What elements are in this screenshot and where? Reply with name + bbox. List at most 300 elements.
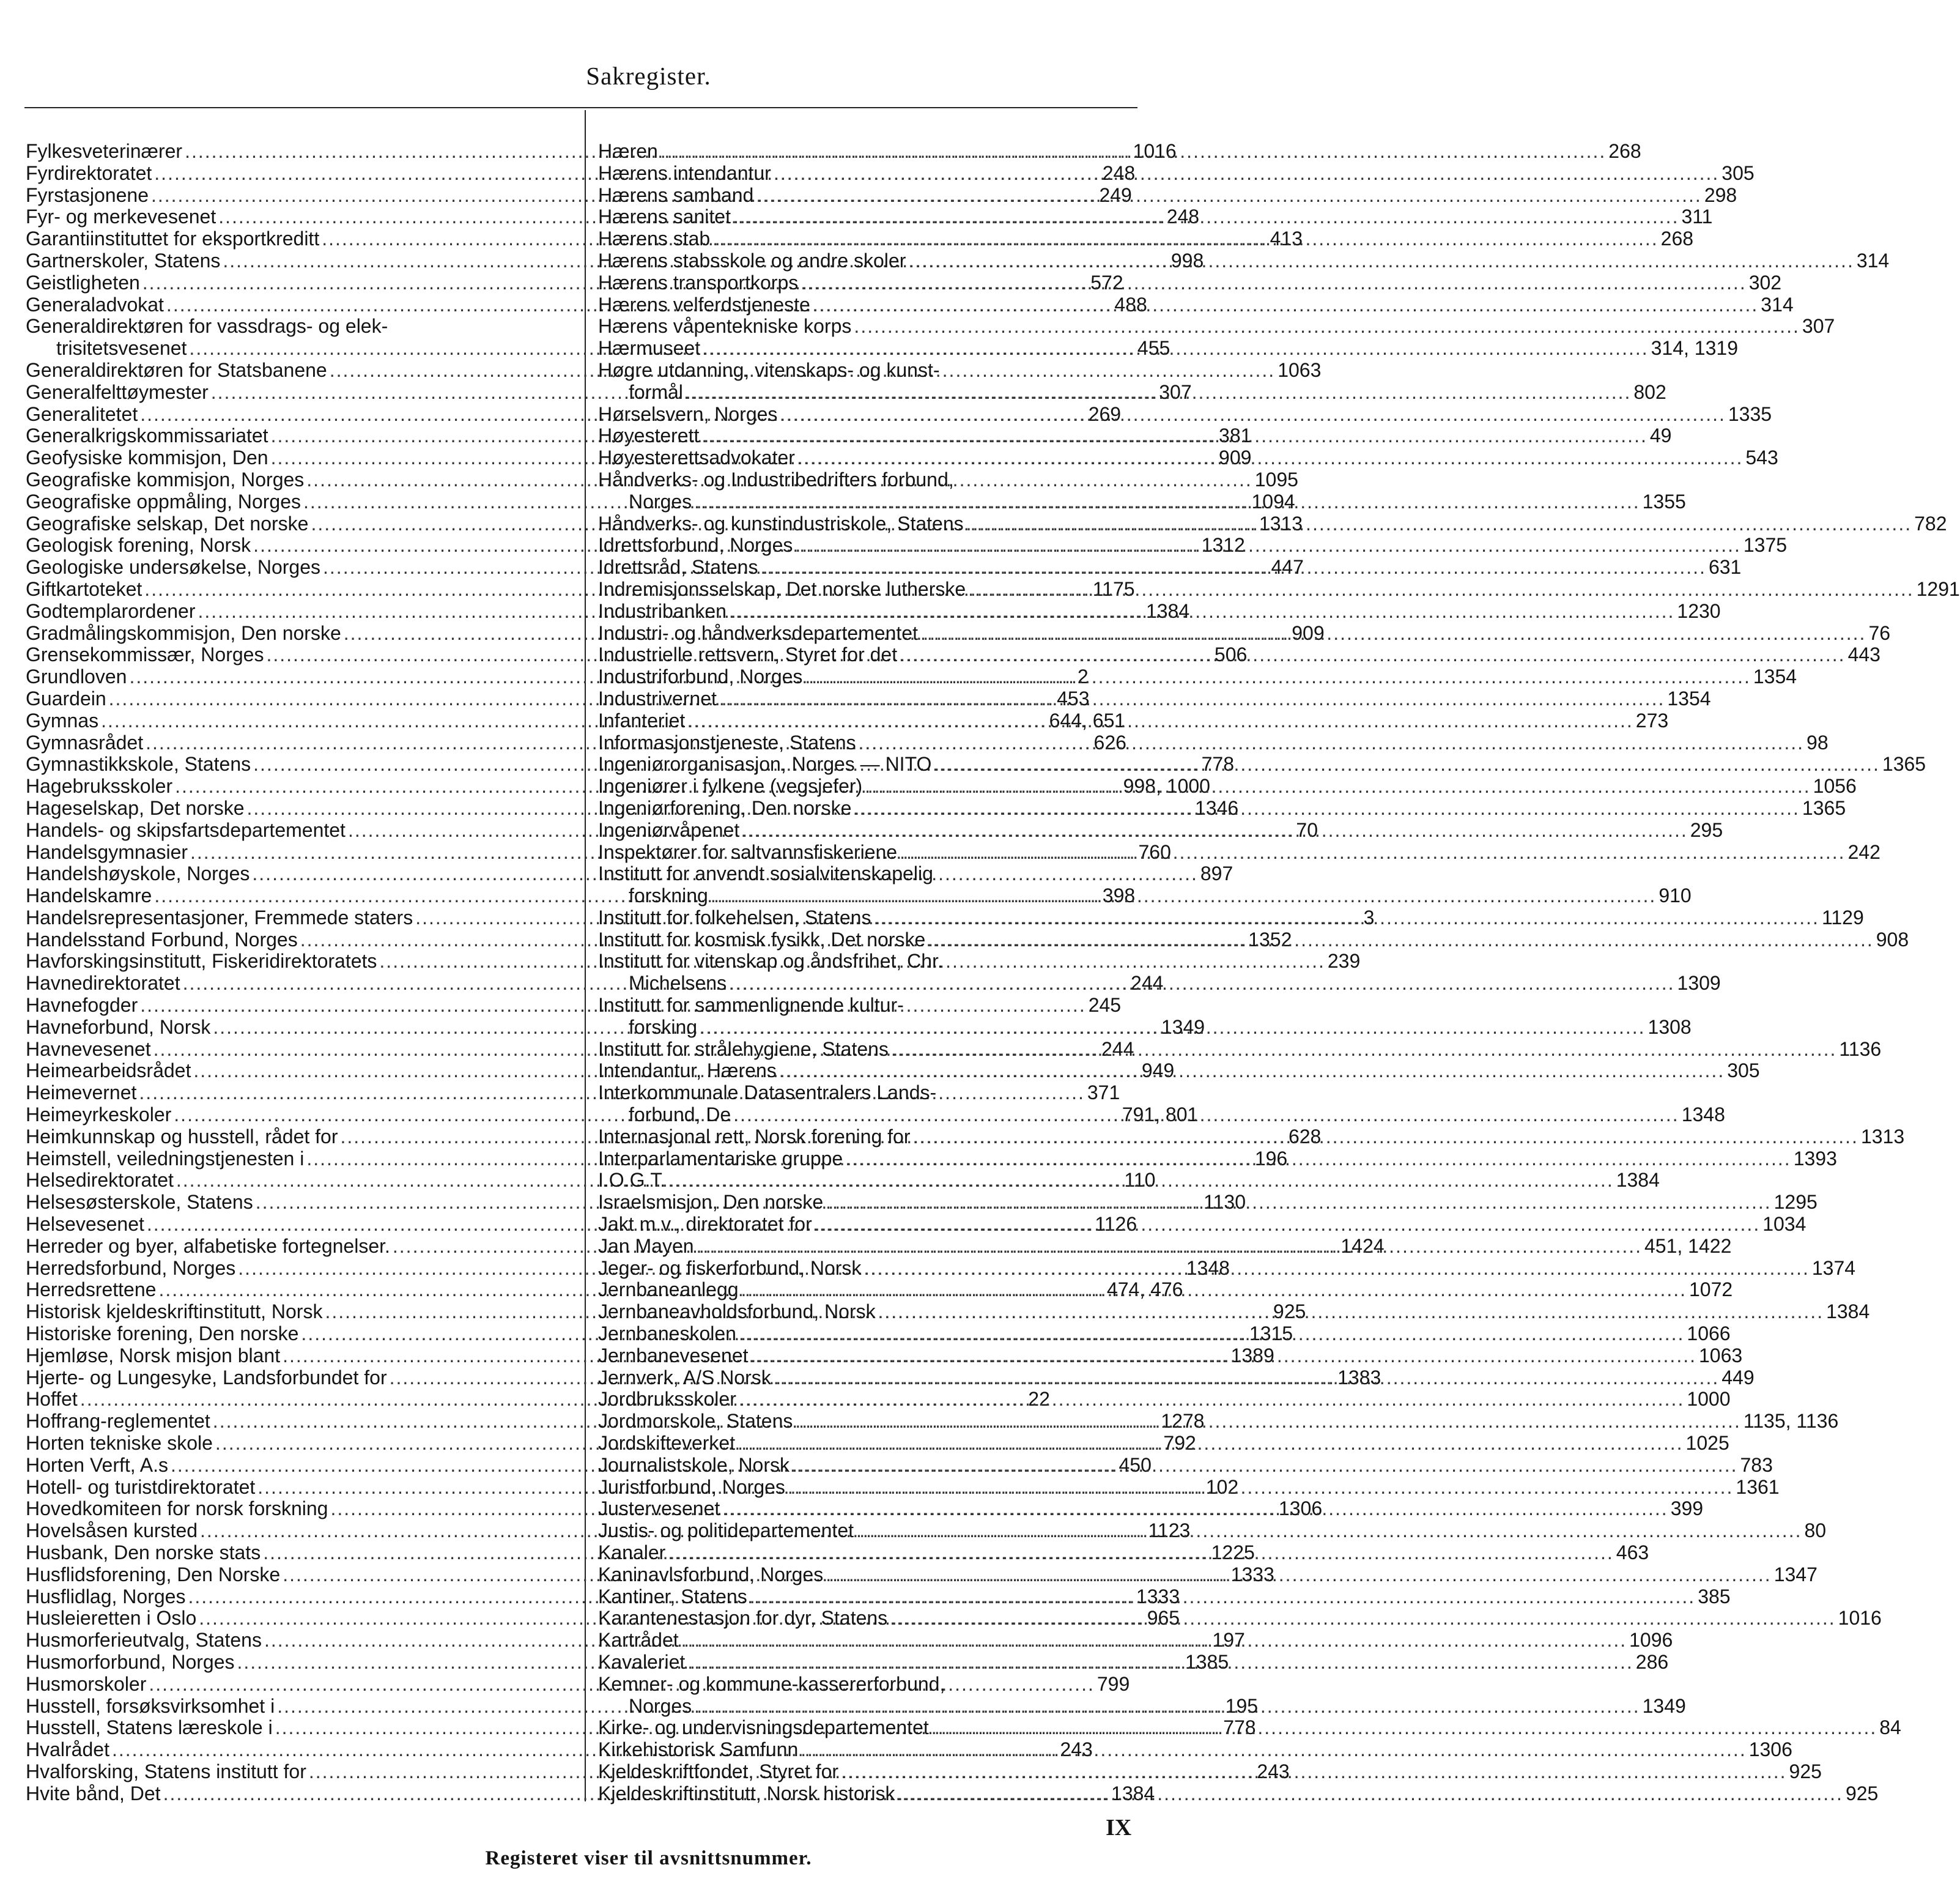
entry-reference: 925 <box>1845 1782 1879 1804</box>
entry-name: Kartrådet <box>598 1629 679 1652</box>
leader-dots <box>753 185 1704 207</box>
entry-reference: 1034 <box>1762 1213 1807 1236</box>
entry-reference: 70 <box>1296 818 1318 841</box>
entry-name: Gartnerskoler, Statens <box>26 249 221 272</box>
entry-name: Heimearbeidsrådet <box>26 1059 191 1082</box>
entry-name: Husstell, Statens læreskole i <box>26 1716 273 1739</box>
leader-dots <box>843 1148 1793 1170</box>
entry-reference: 1126 <box>1095 1213 1137 1236</box>
entry-reference: 1278 <box>1161 1410 1205 1433</box>
entry-name: Kirke- og undervisningsdepartementet <box>598 1716 929 1739</box>
leader-dots <box>758 557 1708 579</box>
footnote: Registeret viser til avsnittsnummer. <box>485 1847 812 1869</box>
entry-name: Interkommunale Datasentralers Lands- <box>598 1081 937 1104</box>
entry-name: Idrettsforbund, Norges <box>598 534 793 557</box>
entry-name: Håndverks- og Industribedrifters forbund, <box>598 468 954 491</box>
entry-reference: 413 <box>1270 228 1303 250</box>
leader-dots <box>727 973 1677 995</box>
leader-dots <box>692 491 1642 513</box>
entry-name: Hørselsvern, Norges <box>598 402 778 425</box>
entry-name: Handelsrepresentasjoner, Fremmede staters <box>26 906 413 929</box>
entry-name: Jeger- og fiskerforbund, Norsk <box>598 1256 862 1279</box>
entry-reference: 1136 <box>1839 1037 1882 1060</box>
leader-dots <box>798 1739 1748 1761</box>
entry-name: Juristforbund, Norges <box>598 1475 785 1498</box>
entry-reference: 572 <box>1090 271 1123 294</box>
entry-reference: 1063 <box>1698 1344 1743 1367</box>
entry-name: Generaldirektøren for vassdrags- og elek- <box>26 315 388 338</box>
entry-reference: 80 <box>1804 1519 1827 1542</box>
entry-reference: 778 <box>1201 753 1234 776</box>
entry-name: Kavaleriet <box>598 1650 686 1673</box>
leader-dots <box>700 338 1651 360</box>
entry-reference: 1312 <box>1201 534 1245 557</box>
entry-name: Ingeniørforening, Den norske <box>598 796 852 819</box>
leader-dots <box>966 579 1916 601</box>
entry-reference: 1384 <box>1111 1782 1155 1804</box>
entry-reference: 1291 <box>1916 577 1960 600</box>
index-entry <box>598 1037 1882 1061</box>
entry-reference: 450 <box>1119 1453 1152 1476</box>
leader-dots <box>727 601 1677 623</box>
entry-name: Hærens våpentekniske korps <box>598 315 852 338</box>
leader-dots <box>685 1652 1635 1674</box>
entry-name: Geologisk forening, Norsk <box>26 534 251 557</box>
entry-reference: 248 <box>1166 206 1200 228</box>
entry-name: Havforskingsinstitutt, Fiskeridirektoratets <box>26 950 377 973</box>
leader-dots <box>710 228 1660 250</box>
leader-dots <box>777 404 1728 426</box>
entry-name: Handelskamre <box>26 884 152 907</box>
entry-name: Fyr- og merkevesenet <box>26 206 216 228</box>
entry-name: Hovelsåsen kursted <box>26 1519 198 1542</box>
entry-name: Jernbanevesenet <box>598 1344 749 1367</box>
entry-name: Handelsstand Forbund, Norges <box>26 928 298 951</box>
entry-reference: 453 <box>1057 687 1090 710</box>
entry-reference: 631 <box>1708 556 1742 579</box>
leader-dots <box>749 1345 1699 1367</box>
entry-reference: 451, 1422 <box>1644 1234 1732 1257</box>
leader-dots <box>812 1214 1762 1236</box>
entry-reference: 782 <box>1914 512 1947 535</box>
index-entry <box>598 1738 1792 1761</box>
entry-reference: 1346 <box>1194 796 1239 819</box>
entry-reference: 49 <box>1649 425 1672 447</box>
entry-name: Kjeldeskriftfondet, Styret for <box>598 1760 839 1782</box>
entry-name: Jernbaneavholdsforbund, Norsk <box>598 1300 876 1323</box>
entry-reference: 925 <box>1789 1760 1822 1782</box>
leader-dots <box>793 1411 1743 1433</box>
entry-name: Hvite bånd, Det <box>26 1782 161 1804</box>
entry-name: Husmorskoler <box>26 1672 147 1695</box>
entry-reference: 1313 <box>1860 1125 1905 1148</box>
entry-reference: 1384 <box>1826 1300 1870 1323</box>
leader-dots <box>699 425 1649 447</box>
entry-reference: 1333 <box>1136 1585 1180 1608</box>
entry-name: Heimeyrkeskoler <box>26 1103 172 1126</box>
entry-reference: 1349 <box>1642 1694 1686 1717</box>
entry-reference: 22 <box>1028 1388 1050 1411</box>
entry-reference: 1389 <box>1230 1344 1274 1367</box>
entry-reference: 1000 <box>1687 1388 1731 1411</box>
entry-name: Grensekommissær, Norges <box>26 643 264 666</box>
entry-name: Hæren <box>598 140 658 162</box>
entry-reference: 447 <box>1271 556 1304 579</box>
entry-name: Hovedkomiteen for norsk forskning <box>26 1497 328 1520</box>
entry-name: Institutt for kosmisk fysikk, Det norske <box>598 928 926 951</box>
leader-dots <box>665 1542 1616 1564</box>
entry-name: Hotell- og turistdirektoratet <box>26 1475 256 1498</box>
entry-reference: 1072 <box>1689 1278 1733 1301</box>
entry-name: Idrettsråd, Statens <box>598 556 758 579</box>
entry-reference: 244 <box>1101 1037 1134 1060</box>
entry-reference: 897 <box>1200 862 1233 885</box>
entry-name: Historisk kjeldeskriftinstitutt, Norsk <box>26 1300 323 1323</box>
entry-reference: 305 <box>1721 161 1755 184</box>
entry-reference: 925 <box>1273 1300 1306 1323</box>
entry-reference: 1135, 1136 <box>1743 1410 1839 1433</box>
entry-name: Guardein <box>26 687 106 710</box>
entry-name: Hoffrang-reglementet <box>26 1410 210 1433</box>
entry-reference: 791, 801 <box>1122 1103 1199 1126</box>
entry-name: Kirkehistorisk Samfunn <box>598 1738 799 1761</box>
entry-reference: 908 <box>1876 928 1909 951</box>
entry-name: Hærens velferdstjeneste <box>598 293 810 316</box>
entry-name: Institutt for anvendt sosialvitenskapelig <box>598 862 933 885</box>
entry-reference: 307 <box>1802 315 1835 338</box>
entry-name: Industri- og håndverksdepartementet <box>598 621 918 644</box>
entry-line <box>598 1738 1792 1761</box>
entry-name: Husmorforbund, Norges <box>26 1650 235 1673</box>
entry-reference: 1123 <box>1148 1519 1191 1542</box>
entry-reference: 2 <box>1077 666 1089 688</box>
entry-name: Intendantur, Hærens <box>598 1059 777 1082</box>
index-entry <box>598 1453 1773 1477</box>
leader-dots <box>785 1477 1736 1499</box>
entry-name: Kjeldeskriftinstitutt, Norsk historisk <box>598 1782 895 1804</box>
entry-reference: 1374 <box>1811 1256 1856 1279</box>
entry-reference: 98 <box>1807 731 1829 754</box>
entry-line <box>598 271 1782 294</box>
entry-name: Gymnas <box>26 709 99 732</box>
entry-line <box>26 490 1295 513</box>
entry-reference: 463 <box>1616 1541 1649 1563</box>
leader-dots <box>793 535 1743 557</box>
entry-reference: 295 <box>1690 818 1723 841</box>
entry-name: Industrielle rettsvern, Styret for det <box>598 643 898 666</box>
entry-reference: 455 <box>1137 337 1170 360</box>
leader-dots <box>897 842 1847 864</box>
entry-reference: 311 <box>1681 206 1713 228</box>
index-entry <box>598 293 1794 316</box>
entry-reference: 1096 <box>1629 1629 1673 1652</box>
entry-name: Institutt for sammenlignende kultur- <box>598 994 904 1017</box>
leader-dots <box>876 1301 1826 1323</box>
leader-dots <box>918 623 1868 645</box>
entry-name: Grundloven <box>26 666 127 688</box>
entry-reference: 298 <box>1704 184 1737 206</box>
index-entry <box>598 271 1782 294</box>
entry-name: Husmorferieutvalg, Statens <box>26 1629 262 1652</box>
entry-reference: 778 <box>1223 1716 1256 1739</box>
index-entry <box>598 161 1755 185</box>
entry-reference: 1313 <box>1259 512 1303 535</box>
entry-name: Jernbaneanlegg <box>598 1278 739 1301</box>
entry-reference: 399 <box>1670 1497 1704 1520</box>
entry-name: Herredsrettene <box>26 1278 157 1301</box>
entry-reference: 314, 1319 <box>1651 337 1738 360</box>
index-entry <box>598 1388 1731 1411</box>
leader-dots <box>736 1389 1687 1411</box>
entry-reference: 314 <box>1761 293 1794 316</box>
entry-reference: 268 <box>1660 228 1694 250</box>
entry-name: Inspektører for saltvannsfiskeriene <box>598 840 898 863</box>
entry-reference: 243 <box>1257 1760 1290 1782</box>
entry-reference: 1384 <box>1616 1169 1660 1192</box>
leader-dots <box>777 1060 1727 1082</box>
entry-reference: 910 <box>1659 884 1692 907</box>
entry-name: Hoffet <box>26 1388 78 1411</box>
entry-name-continued: Michelsens <box>629 972 727 995</box>
entry-reference: 1355 <box>1642 490 1686 513</box>
entry-name: Helsedirektoratet <box>26 1169 174 1192</box>
entry-reference: 1063 <box>1278 358 1322 381</box>
entry-reference: 909 <box>1292 621 1325 644</box>
entry-name: Kemner- og kommune-kassererforbund, <box>598 1672 945 1695</box>
entry-reference: 949 <box>1141 1059 1175 1082</box>
entry-reference: 76 <box>1868 621 1891 644</box>
entry-reference: 1309 <box>1677 972 1721 995</box>
entry-name: Industribanken <box>598 599 727 622</box>
entry-name-continued: trisitetsvesenet <box>56 337 187 360</box>
entry-reference: 273 <box>1635 709 1669 732</box>
leader-dots <box>694 1236 1644 1258</box>
entry-name: Husbank, Den norske stats <box>26 1541 261 1563</box>
entry-name: Hærens intendantur <box>598 161 771 184</box>
entry-reference: 305 <box>1727 1059 1760 1082</box>
leader-dots <box>735 1433 1685 1455</box>
index-entry <box>598 731 1829 754</box>
entry-name: Generalitetet <box>26 402 138 425</box>
leader-dots <box>771 163 1721 185</box>
entry-name: Informasjonstjeneste, Statens <box>598 731 856 754</box>
entry-name: Heimkunnskap og husstell, rådet for <box>26 1125 338 1148</box>
entry-name: Geofysiske kommisjon, Den <box>26 447 268 469</box>
entry-line <box>598 731 1829 754</box>
entry-name: Geografiske selskap, Det norske <box>26 512 309 535</box>
header-rule <box>24 107 1137 108</box>
leader-dots <box>887 1608 1838 1630</box>
entry-name: Husstell, forsøksvirksomhet i <box>26 1694 275 1717</box>
entry-reference: 1393 <box>1793 1147 1837 1170</box>
leader-dots <box>731 1104 1681 1126</box>
entry-name: Fyrdirektoratet <box>26 161 152 184</box>
entry-reference: 248 <box>1102 161 1136 184</box>
entry-reference: 488 <box>1114 293 1147 316</box>
entry-name: Hvalrådet <box>26 1738 109 1761</box>
entry-name: Infanteriet <box>598 709 686 732</box>
leader-dots <box>708 885 1659 907</box>
entry-reference: 381 <box>1219 425 1252 447</box>
entry-reference: 1295 <box>1773 1191 1818 1214</box>
leader-dots <box>747 1586 1698 1608</box>
entry-name-continued: Norges <box>629 1694 692 1717</box>
entry-line <box>598 1388 1731 1411</box>
entry-name: Giftkartoteket <box>26 577 142 600</box>
entry-name-continued: Norges <box>629 490 692 513</box>
page-number: IX <box>1106 1815 1132 1841</box>
leader-dots <box>717 688 1667 710</box>
entry-reference: 243 <box>1060 1738 1093 1761</box>
entry-name: Hærens stabsskole og andre skoler <box>598 249 906 272</box>
entry-name: Israelsmisjon, Den norske <box>598 1191 824 1214</box>
index-entry <box>598 184 1737 207</box>
entry-name: Ingeniørorganisasjon, Norges — NITO <box>598 753 932 776</box>
entry-name: Hjerte- og Lungesyke, Landsforbundet for <box>26 1366 387 1389</box>
entry-reference: 1025 <box>1685 1432 1729 1455</box>
entry-line <box>598 884 1692 907</box>
entry-name: Institutt for strålehygiene, Statens <box>598 1037 889 1060</box>
entry-name: Hageselskap, Det norske <box>26 796 245 819</box>
entry-reference: 443 <box>1847 643 1880 666</box>
entry-reference: 1230 <box>1677 599 1721 622</box>
entry-name: Jernbaneskolen <box>598 1322 736 1345</box>
entry-name: Havneforbund, Norsk <box>26 1015 211 1038</box>
entry-reference: 1094 <box>1251 490 1295 513</box>
entry-name: Kanaler <box>598 1541 666 1563</box>
entry-name: Jordskifteverket <box>598 1432 736 1455</box>
entry-name: Generalfelttøymester <box>26 380 209 403</box>
leader-dots <box>802 666 1753 688</box>
entry-reference: 371 <box>1087 1081 1120 1104</box>
entry-name: Hjemløse, Norsk misjon blant <box>26 1344 281 1367</box>
index-entry <box>26 490 1295 513</box>
entry-reference: 84 <box>1879 1716 1901 1739</box>
entry-reference: 242 <box>1847 840 1880 863</box>
entry-reference: 792 <box>1163 1432 1196 1455</box>
leader-dots <box>810 294 1761 316</box>
leader-dots <box>925 929 1876 951</box>
leader-dots <box>929 1717 1879 1739</box>
entry-reference: 998, 1000 <box>1123 775 1210 798</box>
entry-reference: 245 <box>1088 994 1122 1017</box>
entry-name: Ingeniørvåpenet <box>598 818 740 841</box>
entry-name: Horten Verft, A.s <box>26 1453 168 1476</box>
entry-name: Justervesenet <box>598 1497 720 1520</box>
entry-reference: 1361 <box>1736 1475 1780 1498</box>
entry-name: Geografiske oppmåling, Norges <box>26 490 301 513</box>
leader-dots <box>685 710 1635 732</box>
leader-dots <box>771 1367 1721 1389</box>
entry-name: Herreder og byer, alfabetiske fortegnelser. <box>26 1234 390 1257</box>
entry-line <box>598 577 1960 601</box>
entry-line <box>598 709 1669 732</box>
entry-line <box>598 1213 1807 1236</box>
entry-reference: 1384 <box>1145 599 1190 622</box>
entry-name: Hagebruksskoler <box>26 775 173 798</box>
entry-name: Jordbruksskoler <box>598 1388 736 1411</box>
index-entry <box>598 402 1772 426</box>
entry-reference: 1016 <box>1133 140 1177 162</box>
entry-name: Garantiinstituttet for eksportkreditt <box>26 228 320 250</box>
entry-name: Godtemplarordener <box>26 599 196 622</box>
entry-reference: 314 <box>1856 249 1890 272</box>
entry-reference: 474, 476 <box>1106 1278 1183 1301</box>
entry-reference: 626 <box>1093 731 1126 754</box>
entry-line <box>598 315 1835 338</box>
entry-name: Generaladvokat <box>26 293 164 316</box>
entry-line <box>598 906 1864 929</box>
entry-reference: 1306 <box>1748 1738 1792 1761</box>
leader-dots <box>854 1520 1804 1542</box>
entry-name: Hærens sanitet <box>598 206 731 228</box>
leader-dots <box>823 1564 1773 1586</box>
entry-reference: 909 <box>1219 447 1252 469</box>
leader-dots <box>895 1783 1845 1805</box>
entry-reference: 449 <box>1721 1366 1755 1389</box>
entry-line <box>598 402 1772 426</box>
entry-reference: 783 <box>1740 1453 1773 1476</box>
entry-name: Handelsgymnasier <box>26 840 188 863</box>
entry-name: Hærens samband <box>598 184 754 206</box>
index-entry <box>598 1213 1807 1236</box>
leader-dots <box>889 1039 1839 1061</box>
entry-reference: 1016 <box>1838 1607 1882 1630</box>
entry-name: Hærens transportkorps <box>598 271 799 294</box>
entry-line <box>598 1169 1660 1192</box>
entry-reference: 1348 <box>1681 1103 1725 1126</box>
leader-dots <box>856 732 1807 754</box>
entry-name: Husflidlag, Norges <box>26 1585 186 1608</box>
entry-reference: 195 <box>1225 1694 1259 1717</box>
entry-name: Karantenestasjon for dyr, Statens <box>598 1607 888 1630</box>
entry-name: Fylkesveterinærer <box>26 140 183 162</box>
leader-dots <box>931 754 1882 776</box>
index-entry <box>598 906 1864 929</box>
entry-reference: 398 <box>1102 884 1136 907</box>
entry-reference: 506 <box>1214 643 1248 666</box>
entry-name: Industriforbund, Norges <box>598 666 803 688</box>
entry-name: Høyesterett <box>598 425 700 447</box>
entry-line <box>598 687 1711 710</box>
entry-name: Hærens stab <box>598 228 711 250</box>
entry-reference: 1385 <box>1185 1650 1229 1673</box>
entry-reference: 644, 651 <box>1049 709 1126 732</box>
leader-dots <box>823 1192 1773 1214</box>
entry-reference: 269 <box>1088 402 1122 425</box>
leader-dots <box>720 1498 1670 1520</box>
index-entry <box>598 687 1711 710</box>
entry-line <box>598 161 1755 185</box>
leader-dots <box>739 1279 1689 1301</box>
leader-dots <box>906 250 1856 272</box>
entry-reference: 1066 <box>1687 1322 1731 1345</box>
index-entry <box>598 315 1835 338</box>
entry-reference: 302 <box>1748 271 1782 294</box>
entry-name: Handels- og skipsfartsdepartementet <box>26 818 346 841</box>
entry-name: Heimstell, veiledningstjenesten i <box>26 1147 305 1170</box>
entry-reference: 1315 <box>1249 1322 1293 1345</box>
leader-dots <box>679 1630 1629 1652</box>
leader-dots <box>851 316 1802 338</box>
entry-reference: 102 <box>1205 1475 1239 1498</box>
entry-line <box>598 293 1794 316</box>
entry-name: Historiske forening, Den norske <box>26 1322 299 1345</box>
entry-reference: 1354 <box>1753 666 1797 688</box>
entry-name: Kaninavlsforbund, Norges <box>598 1563 824 1585</box>
leader-dots <box>731 206 1681 228</box>
entry-reference: 799 <box>1096 1672 1130 1695</box>
